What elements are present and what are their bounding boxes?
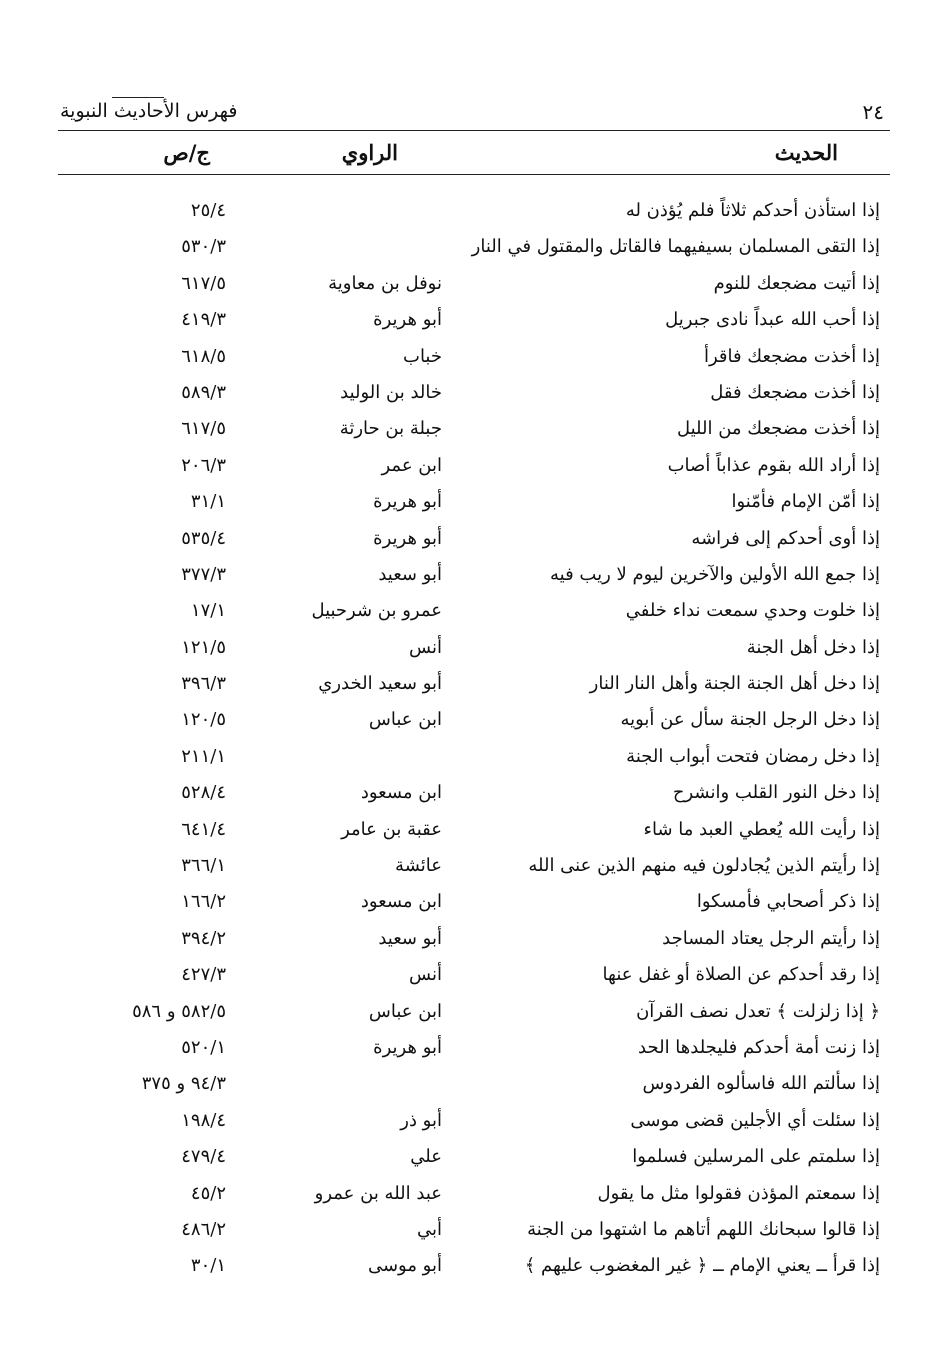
table-row — [58, 414, 890, 450]
narrator-name: ابن عباس — [368, 1000, 442, 1022]
table-row — [58, 924, 890, 960]
hadith-text: إذا سئلت أي الأجلين قضى موسى — [630, 1109, 880, 1131]
volume-page-ref: ٩٤/٣ و ٣٧٥ — [141, 1073, 226, 1095]
table-row — [58, 232, 890, 268]
volume-page-ref: ٣٧٧/٣ — [181, 563, 226, 585]
hadith-text: إذا دخل رمضان فتحت أبواب الجنة — [626, 745, 880, 767]
narrator-name: ابن عمر — [381, 454, 442, 476]
volume-page-ref: ٤٧٩/٤ — [181, 1146, 226, 1168]
hadith-text: إذا خلوت وحدي سمعت نداء خلفي — [625, 600, 880, 622]
column-header-hadith: الحديث — [774, 140, 838, 165]
hadith-text: إذا التقى المسلمان بسيفيهما فالقاتل والمقتول في النار — [471, 236, 880, 258]
hadith-text: إذا أمّن الإمام فأمّنوا — [731, 491, 880, 513]
volume-page-ref: ٢١١/١ — [181, 745, 226, 767]
top-ornament-rule — [112, 97, 164, 98]
narrator-name: عائشة — [395, 855, 442, 877]
narrator-name: أبو هريرة — [373, 527, 442, 549]
volume-page-ref: ٢٠٦/٣ — [181, 454, 226, 476]
hadith-text: إذا سمعتم المؤذن فقولوا مثل ما يقول — [597, 1182, 880, 1204]
narrator-name: أنس — [409, 636, 442, 658]
table-row — [58, 851, 890, 887]
table-row — [58, 633, 890, 669]
hadith-text: إذا أتيت مضجعك للنوم — [713, 272, 880, 294]
hadith-text: إذا سلمتم على المرسلين فسلموا — [632, 1146, 880, 1168]
volume-page-ref: ٥٢٠/١ — [181, 1036, 226, 1058]
hadith-text: إذا أوى أحدكم إلى فراشه — [691, 527, 880, 549]
table-row — [58, 960, 890, 996]
volume-page-ref: ٣٠/١ — [190, 1255, 226, 1277]
narrator-name: علي — [410, 1146, 442, 1168]
column-header-rawi: الراوي — [341, 140, 398, 165]
table-row — [58, 196, 890, 232]
table-row — [58, 1215, 890, 1251]
table-row — [58, 1106, 890, 1142]
table-row — [58, 778, 890, 814]
table-row — [58, 305, 890, 341]
page-header — [58, 100, 890, 130]
narrator-name: ابن عباس — [368, 709, 442, 731]
narrator-name: عمرو بن شرحبيل — [311, 600, 442, 622]
hadith-text: إذا دخل الرجل الجنة سأل عن أبويه — [620, 709, 880, 731]
volume-page-ref: ٣٦٦/١ — [181, 855, 226, 877]
table-row — [58, 1033, 890, 1069]
volume-page-ref: ٤٢٧/٣ — [181, 964, 226, 986]
narrator-name: أبو موسى — [367, 1255, 442, 1277]
hadith-text: إذا زنت أمة أحدكم فليجلدها الحد — [638, 1036, 880, 1058]
narrator-name: أبو سعيد — [378, 563, 442, 585]
narrator-name: جبلة بن حارثة — [339, 418, 442, 440]
volume-page-ref: ٤٥/٢ — [190, 1182, 226, 1204]
hadith-text: إذا أخذت مضجعك فقل — [710, 381, 880, 403]
hadith-text: إذا ذكر أصحابي فأمسكوا — [696, 891, 880, 913]
volume-page-ref: ١٦٦/٢ — [181, 891, 226, 913]
hadith-index-table — [58, 196, 890, 1288]
table-row — [58, 997, 890, 1033]
table-row — [58, 705, 890, 741]
hadith-text: إذا أحب الله عبداً نادى جبريل — [665, 309, 880, 331]
narrator-name: أبو سعيد — [378, 927, 442, 949]
hadith-text: إذا دخل أهل الجنة الجنة وأهل النار النار — [589, 673, 880, 695]
narrator-name: خالد بن الوليد — [340, 381, 442, 403]
narrator-name: عبد الله بن عمرو — [314, 1182, 442, 1204]
volume-page-ref: ٤١٩/٣ — [181, 309, 226, 331]
hadith-text: إذا سألتم الله فاسألوه الفردوس — [642, 1073, 880, 1095]
table-row — [58, 451, 890, 487]
volume-page-ref: ٦١٧/٥ — [181, 418, 226, 440]
column-header-divider — [58, 174, 890, 175]
narrator-name: أبي — [416, 1218, 442, 1240]
table-row — [58, 524, 890, 560]
hadith-text: إذا قالوا سبحانك اللهم أتاهم ما اشتهوا من الجنة — [527, 1218, 880, 1240]
narrator-name: عقبة بن عامر — [341, 818, 442, 840]
hadith-text: إذا رأيتم الرجل يعتاد المساجد — [662, 927, 880, 949]
hadith-text: إذا رأيت الله يُعطي العبد ما شاء — [643, 818, 880, 840]
volume-page-ref: ٥٢٨/٤ — [181, 782, 226, 804]
narrator-name: أبو ذر — [400, 1109, 442, 1131]
volume-page-ref: ٣٩٦/٣ — [181, 673, 226, 695]
volume-page-ref: ٦١٨/٥ — [181, 345, 226, 367]
narrator-name: خباب — [403, 345, 442, 367]
narrator-name: أنس — [409, 964, 442, 986]
hadith-text: إذا أخذت مضجعك من الليل — [676, 418, 880, 440]
hadith-text: إذا استأذن أحدكم ثلاثاً فلم يُؤذن له — [625, 200, 880, 221]
table-row — [58, 669, 890, 705]
hadith-text: إذا أخذت مضجعك فاقرأ — [703, 345, 880, 367]
table-row — [58, 1142, 890, 1178]
hadith-text: إذا رأيتم الذين يُجادلون فيه منهم الذين عنى الله — [528, 855, 880, 877]
table-row — [58, 378, 890, 414]
narrator-name: ابن مسعود — [360, 891, 442, 913]
hadith-text: ﴿ إذا زلزلت ﴾ تعدل نصف القرآن — [636, 1000, 880, 1022]
volume-page-ref: ٤٨٦/٢ — [181, 1218, 226, 1240]
hadith-text: إذا دخل أهل الجنة — [746, 636, 880, 658]
page-number: ٢٤ — [862, 100, 884, 124]
volume-page-ref: ٣٩٤/٢ — [181, 927, 226, 949]
table-row — [58, 596, 890, 632]
column-header-ref: ج/ص — [163, 140, 210, 165]
hadith-text: إذا جمع الله الأولين والآخرين ليوم لا ريب فيه — [550, 563, 880, 585]
narrator-name: أبو هريرة — [373, 491, 442, 513]
table-row — [58, 487, 890, 523]
table-row — [58, 1179, 890, 1215]
table-row — [58, 1069, 890, 1105]
hadith-text: إذا رقد أحدكم عن الصلاة أو غفل عنها — [602, 964, 880, 986]
volume-page-ref: ٢٥/٤ — [190, 200, 226, 221]
volume-page-ref: ١٢١/٥ — [181, 636, 226, 658]
header-divider — [58, 130, 890, 131]
volume-page-ref: ٣١/١ — [190, 491, 226, 513]
table-row — [58, 742, 890, 778]
volume-page-ref: ١٧/١ — [190, 600, 226, 622]
hadith-text: إذا دخل النور القلب وانشرح — [672, 782, 880, 804]
table-row — [58, 342, 890, 378]
table-row — [58, 560, 890, 596]
narrator-name: أبو هريرة — [373, 309, 442, 331]
table-row — [58, 815, 890, 851]
volume-page-ref: ١٢٠/٥ — [181, 709, 226, 731]
narrator-name: نوفل بن معاوية — [328, 272, 442, 294]
table-row — [58, 1251, 890, 1287]
running-title: فهرس الأحاديث النبوية — [60, 100, 238, 122]
volume-page-ref: ٦١٧/٥ — [181, 272, 226, 294]
volume-page-ref: ٥٨٩/٣ — [181, 381, 226, 403]
narrator-name: أبو هريرة — [373, 1036, 442, 1058]
volume-page-ref: ٥٣٠/٣ — [181, 236, 226, 258]
narrator-name: أبو سعيد الخدري — [318, 673, 442, 695]
hadith-text: إذا قرأ ــ يعني الإمام ــ ﴿ غير المغضوب عليهم ﴾ — [524, 1255, 880, 1277]
hadith-text: إذا أراد الله بقوم عذاباً أصاب — [667, 454, 880, 476]
table-row — [58, 269, 890, 305]
volume-page-ref: ٥٨٢/٥ و ٥٨٦ — [132, 1000, 226, 1022]
narrator-name: ابن مسعود — [360, 782, 442, 804]
table-row — [58, 887, 890, 923]
column-headers — [58, 140, 890, 174]
volume-page-ref: ١٩٨/٤ — [181, 1109, 226, 1131]
volume-page-ref: ٦٤١/٤ — [181, 818, 226, 840]
volume-page-ref: ٥٣٥/٤ — [181, 527, 226, 549]
